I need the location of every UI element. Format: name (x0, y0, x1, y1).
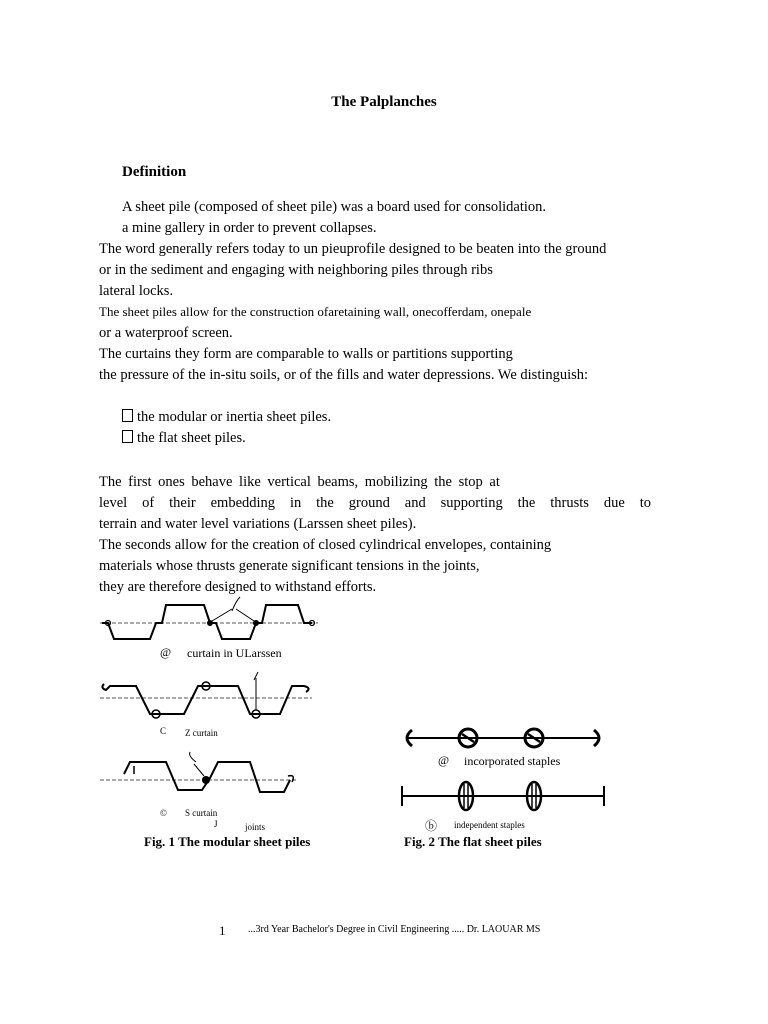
paragraph-line: The word generally refers today to un pieuprofile designed to be beaten into the ground (99, 241, 607, 257)
paragraph-line: or a waterproof screen. (99, 325, 233, 341)
figure2-caption: Fig. 2 The flat sheet piles (404, 834, 542, 849)
paragraph-line: a mine gallery in order to prevent collapses. (122, 220, 377, 236)
figure1-joint-label: joints (245, 822, 266, 832)
figure1-joint-marker: J (214, 819, 218, 829)
paragraph-line: The sheet piles allow for the construction ofaretaining wall, onecofferdam, onepale (99, 304, 532, 319)
bullet-box-icon (122, 430, 133, 443)
figure2-label-b-marker: ⓑ (425, 819, 438, 833)
figure1-label-a-marker: @ (160, 645, 172, 659)
paragraph-line: terrain and water level variations (Larssen sheet piles). (99, 516, 417, 532)
paragraph-line: A sheet pile (composed of sheet pile) was a board used for consolidation. (122, 199, 547, 215)
bullet-box-icon (122, 409, 133, 422)
figure1-label-c: S curtain (185, 808, 218, 818)
figure2-label-a-marker: @ (438, 753, 450, 767)
figure2-label-a: incorporated staples (464, 754, 561, 768)
footer-text: ...3rd Year Bachelor's Degree in Civil Engineering ..... Dr. LAOUAR MS (248, 924, 541, 935)
s-curtain-drawing (100, 752, 300, 807)
page-title: The Palplanches (331, 94, 437, 110)
figure1-label-b: Z curtain (185, 728, 218, 738)
paragraph-line: the pressure of the in-situ soils, or of the fills and water depressions. We distinguish: (99, 367, 589, 383)
paragraph-line: The first ones behave like vertical beams, mobilizing the stop at (99, 474, 500, 490)
figure1-label-a: curtain in ULarssen (187, 646, 282, 660)
figure1-label-b-marker: C (160, 726, 167, 736)
paragraph-line: The seconds allow for the creation of closed cylindrical envelopes, containing (99, 537, 552, 553)
paragraph-line: The curtains they form are comparable to walls or partitions supporting (99, 346, 513, 362)
paragraph-line: level of their embedding in the ground and supporting the thrusts due to (99, 495, 651, 511)
incorporated-staples-drawing (398, 720, 608, 756)
bullet-item: the flat sheet piles. (122, 429, 246, 447)
figure1-caption: Fig. 1 The modular sheet piles (144, 834, 311, 849)
bullet-item: the modular or inertia sheet piles. (122, 408, 331, 426)
page-number: 1 (219, 923, 226, 938)
paragraph-line: they are therefore designed to withstand efforts. (99, 579, 377, 595)
figure2-label-b: independent staples (454, 820, 525, 830)
independent-staples-drawing (398, 778, 608, 814)
paragraph-line: materials whose thrusts generate significant tensions in the joints, (99, 558, 480, 574)
z-curtain-drawing (100, 670, 315, 725)
figure1-label-c-marker: © (160, 808, 167, 818)
paragraph-line: lateral locks. (99, 283, 174, 299)
section-heading: Definition (122, 164, 187, 180)
paragraph-line: or in the sediment and engaging with neighboring piles through ribs (99, 262, 493, 278)
u-larssen-curtain-drawing (100, 595, 320, 645)
